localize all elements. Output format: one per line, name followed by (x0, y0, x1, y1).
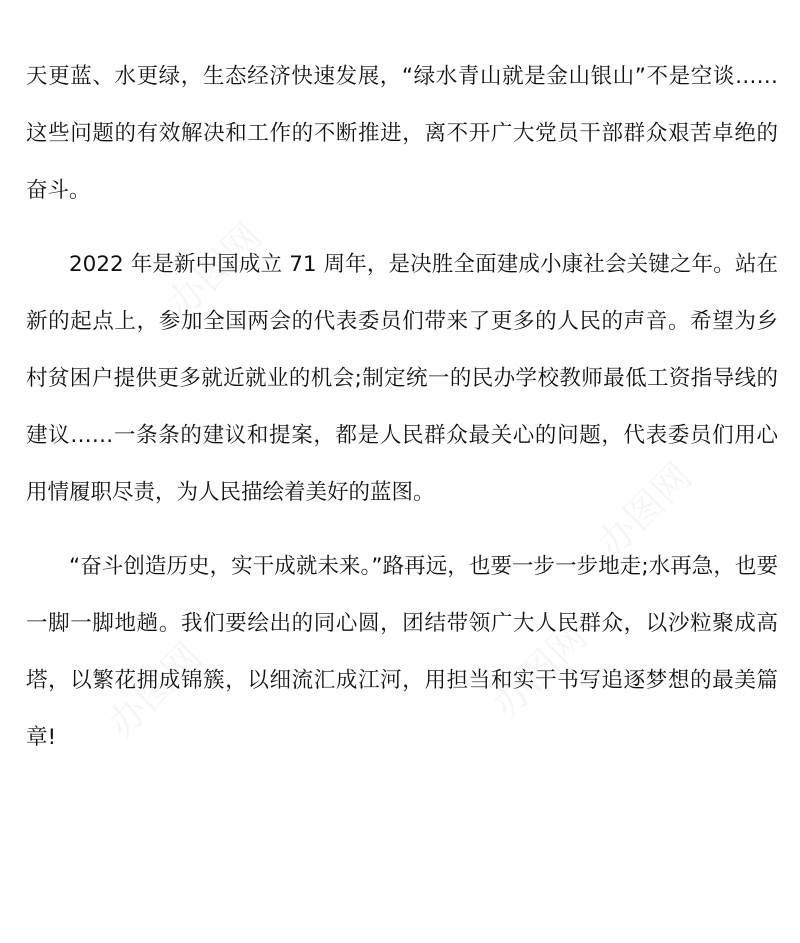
watermark-bottom-center: 办图网 (483, 614, 596, 726)
watermark-top: 办图网 (158, 214, 271, 326)
watermark-bottom-left: 办图网 (98, 634, 211, 746)
paragraph-3: “奋斗创造历史，实干成就未来。”路再远，也要一步一步地走;水再急，也要一脚一脚地趟。我们要绘出的同心圆，团结带领广大人民群众，以沙粒聚成高塔，以繁花拥成锦簇，以细流汇成江河，用担当和实干书写追逐梦想的最美篇章! (26, 554, 778, 750)
document-body (26, 48, 778, 783)
paragraph-1: 天更蓝、水更绿，生态经济快速发展，“绿水青山就是金山银山”不是空谈……这些问题的有效解决和工作的不断推进，离不开广大党员干部群众艰苦卓绝的奋斗。 (26, 64, 778, 203)
watermark-middle-right: 办图网 (588, 454, 701, 566)
paragraph-2: 2022 年是新中国成立 71 周年，是决胜全面建成小康社会关键之年。站在新的起点上，参加全国两会的代表委员们带来了更多的人民的声音。希望为乡村贫困户提供更多就近就业的机会;制定统一的民办学校教师最低工资指导线的建议……一条条的建议和提案，都是人民群众最关心的问题，代表委员们用心用情履职尽责，为人民描绘着美好的蓝图。 (26, 252, 778, 505)
